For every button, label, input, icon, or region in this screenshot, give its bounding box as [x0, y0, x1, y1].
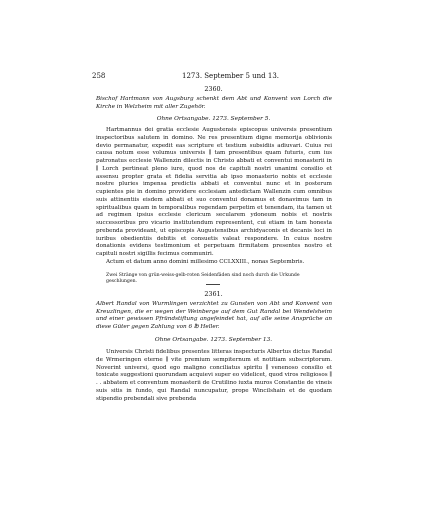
- entry-paragraph: Actum et datum anno domini millesimo CCLXXIII., nonas Septembris.: [106, 258, 305, 265]
- entry-paragraph: Hartmannus dei gratia ecclesie Augustensis episcopus universis presentium inspectoribus salutem in domino. Ne res presentium digne memorija oblivionis devio permanatur, expedit eas scripture et testium subsidiis adiuvari. Cuius rei causa notum esse volumus universis ∥ tam presentibus quam futuris, cum ius patronatus ecclesie Wallenzin dilectis in Christo abbati et conventui monasterii in ∥ Lorch pertineat pleno iure, quod nos de capituli nostri unanimi consilio et assensu propter grata et fidelia servitia ab ipso monasterio nobis et ecclesie nostre pluries impensa predictis abbati et conventui nunc et in posterum cupientes pie in domino providere ecclesiam antedictam Wallenzin cum omnibus suis attinentiis eisdem abbati et suo conventui donamus et donavimus tam in spiritualibus quam in temporalibus regendam perpetim et tenendam, ita tamen ut ad regimen ipsius ecclesie clericum secularem ydoneum nobis et nostris successoribus pro vicario institutendum representent, cui etiam in tam honesta prebenda provideant, ut episcopis Augustensibus archidyaconis et decanis loci in iuribus obedientiis debitis et consuetis valeat respondere. In cuius nostre donationis evidens testimonium et perpetuam firmitatem presentes nostro et capituli nostri sigillis fecimus communiri.: [96, 127, 332, 257]
- entry-date-place: Ohne Ortsangabe. 1273. September 13.: [154, 337, 273, 343]
- separator-rule: [206, 284, 220, 285]
- entry-regest: Bischof Hartmann von Augsburg schenkt dem Abt und Konvent von Lorch die Kirche in Welzheim mit aller Zugehör.: [96, 96, 332, 110]
- entry-regest: Albert Randal von Wurmlingen verzichtet zu Gunsten von Abt und Konvent von Kreuzlingen, die er wegen der Weinberge auf dem Gut Randal bei Wendelsheim und einer gewissen Pfründstiftung angefeindet hat, auf alle seine Ansprüche an diese Güter gegen Zahlung von 6 ℔ Heller.: [96, 301, 332, 330]
- entry-date-place: Ohne Ortsangabe. 1273. September 5.: [156, 116, 271, 122]
- entry-number: 2361.: [204, 290, 223, 298]
- entry-text: [96, 349, 332, 403]
- page-number: 258: [92, 72, 106, 80]
- entry-number: 2360.: [204, 85, 223, 93]
- entry-paragraph: Universis Christi fidelibus presentes litteras inspecturis Albertus dictus Randal de Wrmeringen eterne ∥ vite premium sempiternum et notitiam subscriptorum. Noverint universi, quod ego maligno conciliatus spiritu ∥ venenoso consilio et toxicate suggestioni quorundam acquievi super eo videlicet, quod viros religiosos ∥ . . abbatem et conventum monasterii de Crutilino iuxta muros Constantie de vineis suis sitis in fundo, qui Randal nuncupatur, prope Wincilshain et de quodam stipendio prebendali sive prebenda: [96, 349, 332, 402]
- running-title: 1273. September 5 und 13.: [182, 72, 280, 80]
- entry-text: [96, 127, 332, 267]
- entry-footnote: Zwei Stränge von grün-weiss-gelb-roten Seidenfäden sind noch durch die Urkunde geschlungen.: [106, 273, 300, 284]
